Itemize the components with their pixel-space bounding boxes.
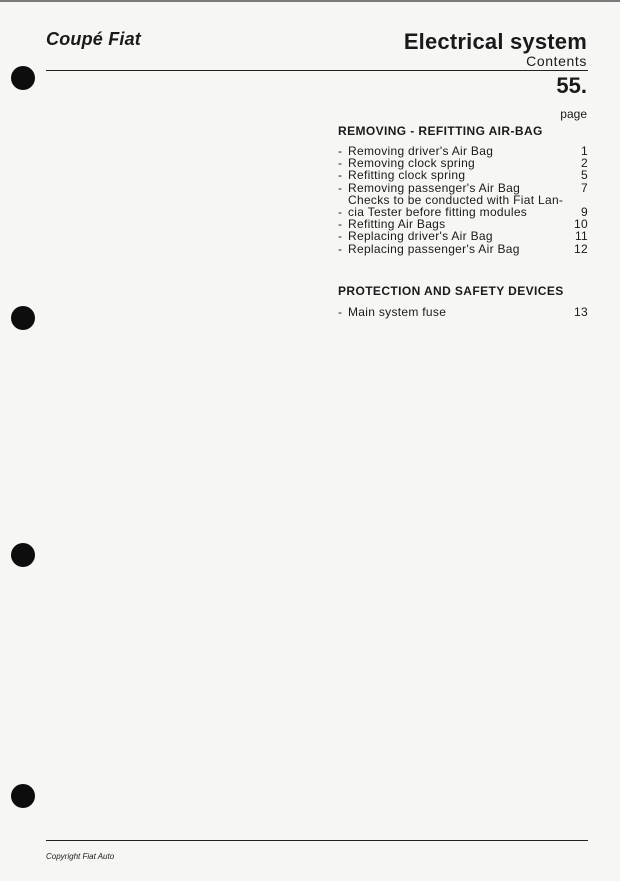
- toc-entry-page: 10: [574, 217, 588, 232]
- bullet-dash: -: [338, 305, 343, 319]
- bullet-dash: -: [338, 205, 343, 220]
- toc-entry[interactable]: [338, 243, 588, 255]
- toc-entry-text: Removing clock spring: [348, 156, 476, 171]
- binder-hole: [11, 306, 35, 330]
- toc-entry[interactable]: [338, 230, 588, 242]
- toc-entry-text: Checks to be conducted with Fiat Lan-cia Tester before fitting modules: [348, 192, 564, 220]
- page-column-label: page: [560, 107, 587, 121]
- brand-title: Coupé Fiat: [46, 29, 141, 49]
- toc-entry[interactable]: [338, 182, 588, 194]
- toc-entry[interactable]: [338, 194, 588, 218]
- copyright-notice: Copyright Fiat Auto: [46, 852, 115, 861]
- footer-rule: [46, 840, 588, 841]
- binder-hole: [11, 784, 35, 808]
- toc-entry-page: 1: [581, 144, 588, 158]
- group-heading-protection: PROTECTION AND SAFETY DEVICES: [338, 284, 564, 298]
- toc-entry-text: Removing driver's Air Bag: [348, 144, 494, 158]
- binder-hole: [11, 543, 35, 567]
- toc-entry-text: Main system fuse: [348, 305, 447, 319]
- section-title: Electrical system: [403, 29, 587, 54]
- toc-entry-text: Removing passenger's Air Bag: [348, 180, 521, 195]
- contents-subtitle: Contents: [526, 53, 587, 69]
- header-rule: [46, 70, 588, 71]
- toc-list-protection: [338, 306, 588, 318]
- toc-entry-page: 7: [581, 180, 588, 195]
- toc-entry-page: 13: [574, 305, 588, 319]
- bullet-dash: -: [338, 229, 343, 244]
- toc-entry-page: 12: [574, 241, 588, 256]
- group-heading-airbag: REMOVING - REFITTING AIR-BAG: [338, 124, 543, 138]
- bullet-dash: -: [338, 144, 343, 158]
- bullet-dash: -: [338, 241, 343, 256]
- toc-entry-text: Refitting Air Bags: [348, 217, 446, 232]
- section-number: 55.: [556, 73, 587, 98]
- bullet-dash: -: [338, 168, 343, 183]
- toc-entry[interactable]: [338, 169, 588, 181]
- toc-list-airbag: [338, 145, 588, 255]
- bullet-dash: -: [338, 180, 343, 195]
- top-edge-line: [0, 0, 620, 2]
- binder-hole: [11, 66, 35, 90]
- toc-entry-text: Refitting clock spring: [348, 168, 466, 183]
- toc-entry-page: 9: [581, 205, 588, 220]
- toc-entry[interactable]: [338, 306, 588, 318]
- bullet-dash: -: [338, 217, 343, 232]
- bullet-dash: -: [338, 156, 343, 171]
- toc-entry-page: 2: [581, 156, 588, 171]
- toc-entry-text: Replacing passenger's Air Bag: [348, 241, 520, 256]
- toc-entry-text: Replacing driver's Air Bag: [348, 229, 493, 244]
- toc-entry-page: 11: [574, 229, 588, 244]
- toc-entry-page: 5: [581, 168, 588, 183]
